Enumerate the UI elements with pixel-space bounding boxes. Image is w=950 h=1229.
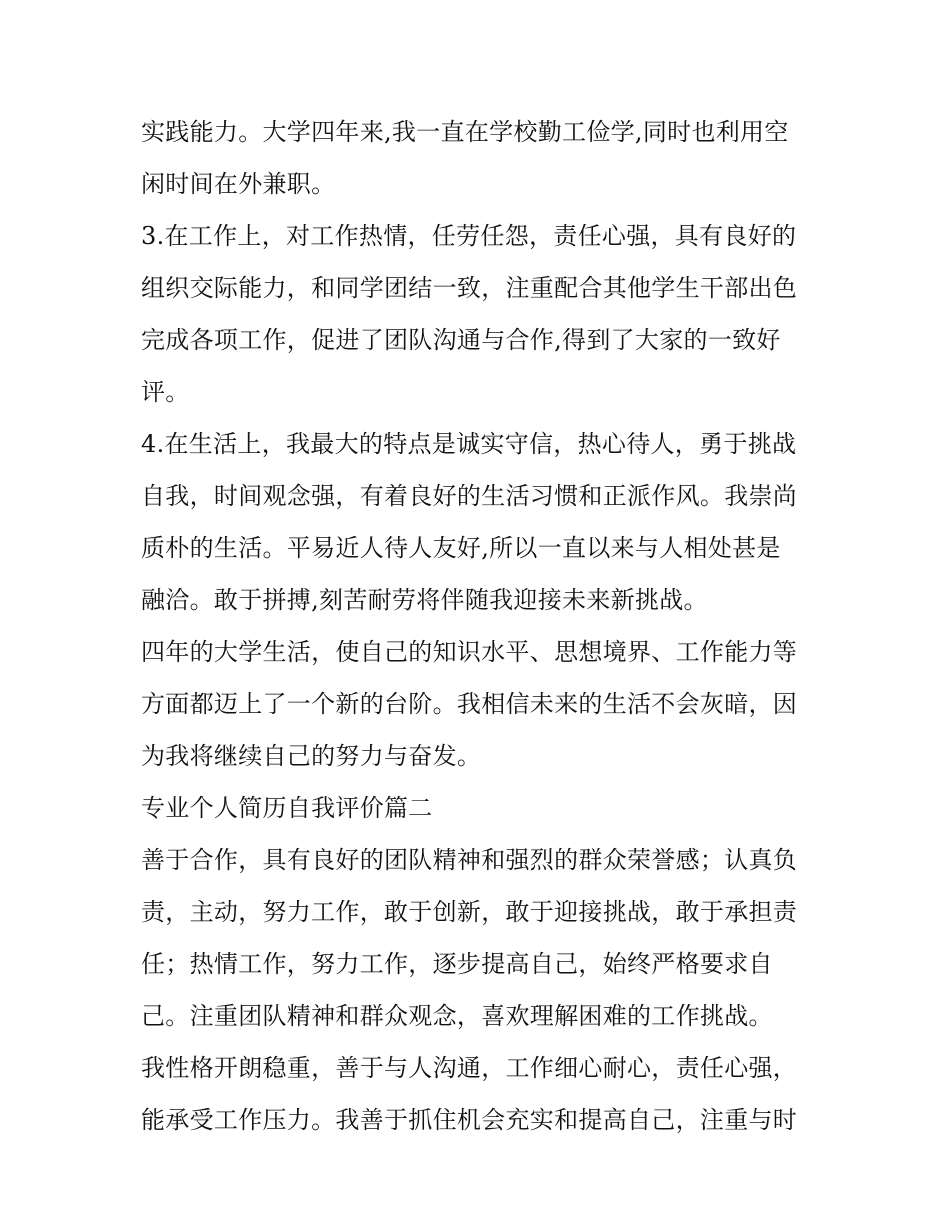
text-line: 方面都迈上了一个新的台阶。我相信未来的生活不会灰暗，因: [141, 690, 798, 718]
text-line: 4.在生活上，我最大的特点是诚实守信，热心待人，勇于挑战: [141, 430, 797, 458]
text-line: 实践能力。大学四年来,我一直在学校勤工俭学,同时也利用空: [141, 118, 789, 146]
text-line: 自我，时间观念强，有着良好的生活习惯和正派作风。我崇尚: [141, 482, 798, 510]
text-line: 善于合作，具有良好的团队精神和强烈的群众荣誉感；认真负: [141, 846, 798, 874]
text-line: 质朴的生活。平易近人待人友好,所以一直以来与人相处甚是: [141, 534, 781, 562]
text-line: 我性格开朗稳重，善于与人沟通，工作细心耐心，责任心强，: [141, 1054, 798, 1082]
text-line: 四年的大学生活，使自己的知识水平、思想境界、工作能力等: [141, 638, 798, 666]
text-line: 闲时间在外兼职。: [141, 170, 336, 198]
document-body: [141, 106, 821, 1146]
text-line: 能承受工作压力。我善于抓住机会充实和提高自己，注重与时: [141, 1106, 798, 1134]
text-line: 为我将继续自己的努力与奋发。: [141, 742, 482, 770]
text-line: 融洽。敢于拼搏,刻苦耐劳将伴随我迎接未来新挑战。: [141, 586, 708, 614]
text-line: 3.在工作上，对工作热情，任劳任怨，责任心强，具有良好的: [141, 222, 797, 250]
text-line: 组织交际能力，和同学团结一致，注重配合其他学生干部出色: [141, 274, 798, 302]
section-heading: 专业个人简历自我评价篇二: [141, 794, 433, 822]
text-line: 责，主动，努力工作，敢于创新，敢于迎接挑战，敢于承担责: [141, 898, 798, 926]
text-line: 评。: [141, 378, 190, 406]
text-line: 任；热情工作，努力工作，逐步提高自己，始终严格要求自: [141, 950, 773, 978]
text-line: 己。注重团队精神和群众观念，喜欢理解困难的工作挑战。: [141, 1002, 773, 1030]
text-line: 完成各项工作，促进了团队沟通与合作,得到了大家的一致好: [141, 326, 781, 354]
